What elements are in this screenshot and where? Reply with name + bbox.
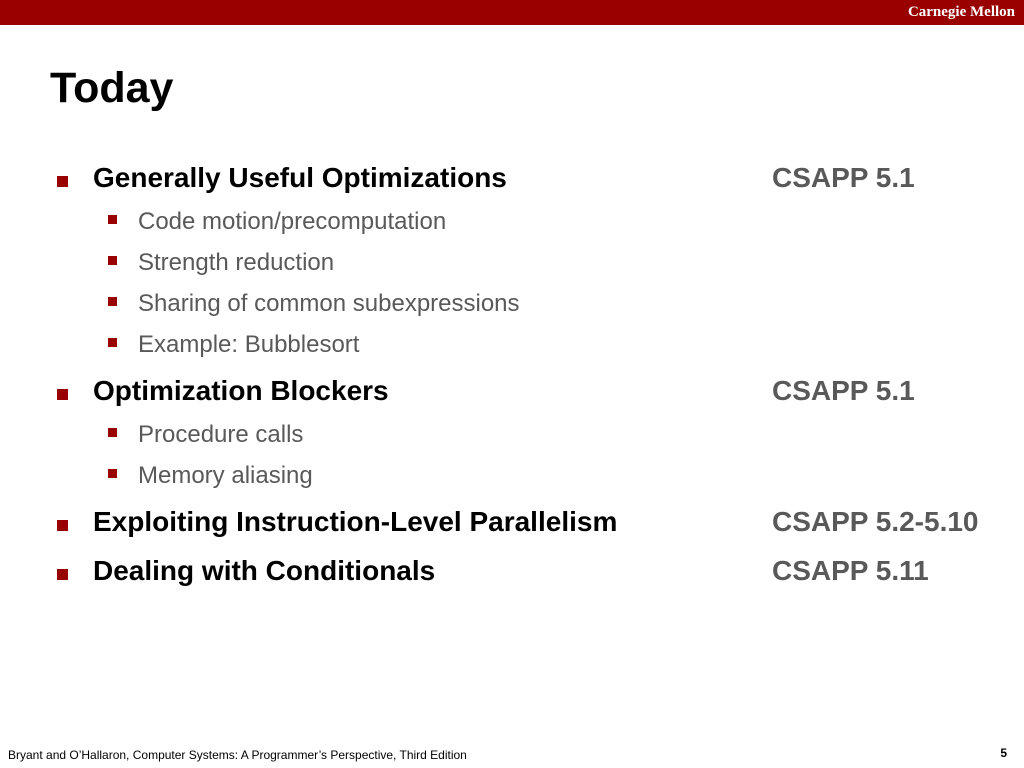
- outline-heading: Exploiting Instruction-Level Parallelism: [93, 506, 618, 537]
- subitem-text: Sharing of common subexpressions: [138, 290, 520, 317]
- section-reference: CSAPP 5.11: [772, 555, 929, 586]
- square-bullet-icon: [108, 297, 117, 306]
- section-reference: CSAPP 5.1: [772, 162, 915, 193]
- subitem-text: Strength reduction: [138, 249, 335, 276]
- outline-subitem: [0, 421, 1024, 453]
- square-bullet-icon: [57, 389, 68, 400]
- outline-item: [0, 162, 1024, 202]
- outline-subitem: [0, 249, 1024, 281]
- subitem-text: Procedure calls: [138, 421, 304, 448]
- square-bullet-icon: [57, 520, 68, 531]
- page-number: 5: [1000, 746, 1007, 760]
- section-reference: CSAPP 5.2-5.10: [772, 506, 979, 537]
- brand-name: Carnegie Mellon: [907, 4, 1015, 20]
- header-bar: [0, 0, 1024, 25]
- outline-item: [0, 555, 1024, 595]
- subitem-text: Example: Bubblesort: [138, 331, 360, 358]
- square-bullet-icon: [108, 256, 117, 265]
- outline-subitem: [0, 462, 1024, 494]
- subitem-text: Code motion/precomputation: [138, 208, 447, 235]
- outline-item: [0, 375, 1024, 415]
- section-reference: CSAPP 5.1: [772, 375, 915, 406]
- square-bullet-icon: [108, 215, 117, 224]
- square-bullet-icon: [57, 569, 68, 580]
- outline-heading: Optimization Blockers: [93, 375, 389, 406]
- outline-subitem: [0, 331, 1024, 363]
- outline-item: [0, 506, 1024, 546]
- square-bullet-icon: [57, 176, 68, 187]
- outline-subitem: [0, 290, 1024, 322]
- square-bullet-icon: [108, 338, 117, 347]
- slide-title: Today: [50, 64, 174, 112]
- square-bullet-icon: [108, 428, 117, 437]
- outline-heading: Dealing with Conditionals: [93, 555, 436, 586]
- subitem-text: Memory aliasing: [138, 462, 313, 489]
- square-bullet-icon: [108, 469, 117, 478]
- outline-subitem: [0, 208, 1024, 240]
- outline-heading: Generally Useful Optimizations: [93, 162, 507, 193]
- footer-citation: Bryant and O’Hallaron, Computer Systems: A Programmer’s Perspective, Third Edition: [8, 748, 467, 762]
